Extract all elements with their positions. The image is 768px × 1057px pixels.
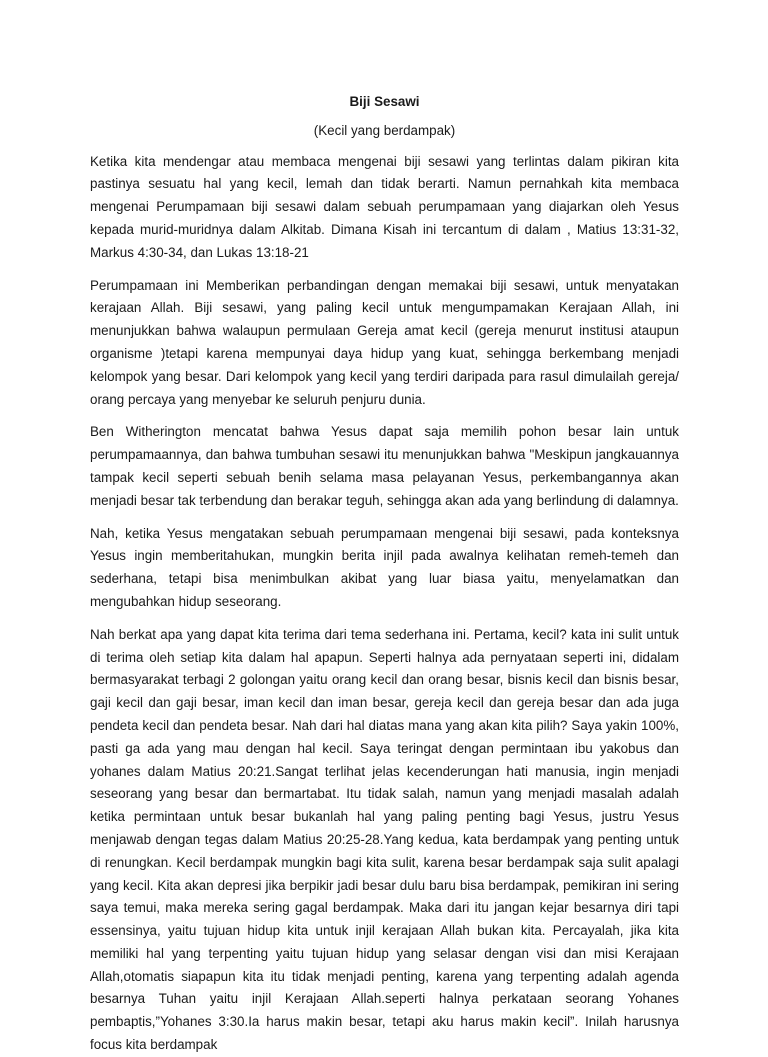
paragraph-comparison: Perumpamaan ini Memberikan perbandingan dengan memakai biji sesawi, untuk menyatakan kerajaan Allah. Biji sesawi, yang paling kecil untuk mengumpamakan Kerajaan Allah, ini menunjukkan bahwa walaupun permulaan Gereja amat kecil (gereja menurut institusi ataupun organisme )tetapi karena mempunyai daya hidup yang kuat, sehingga berkembang menjadi kelompok yang besar. Dari kelompok yang kecil yang terdiri daripada para rasul dimulailah gereja/ orang percaya yang menyebar ke seluruh penjuru dunia. [90, 277, 679, 407]
document-body [90, 91, 679, 1057]
paragraph-intro: Ketika kita mendengar atau membaca mengenai biji sesawi yang terlintas dalam pikiran kita pastinya sesuatu hal yang kecil, lemah dan tidak berarti. Namun pernahkah kita membaca mengenai Perumpamaan biji sesawi dalam sebuah perumpamaan yang diajarkan oleh Yesus kepada murid-muridnya dalam Alkitab. Dimana Kisah ini tercantum di dalam , Matius 13:31-32, Markus 4:30-34, dan Lukas 13:18-21 [90, 153, 679, 260]
document-subtitle: (Kecil yang berdampak) [313, 122, 456, 138]
paragraph-witherington: Ben Witherington mencatat bahwa Yesus dapat saja memilih pohon besar lain untuk perumpamaannya, dan bahwa tumbuhan sesawi itu menunjukkan bahwa "Meskipun jangkauannya tampak kecil seperti sebuah benih selama masa pelayanan Yesus, perkembangannya akan menjadi besar tak terbendung dan berakar teguh, sehingga akan ada yang berlindung di dalamnya. [90, 424, 679, 508]
paragraph-reflection: Nah berkat apa yang dapat kita terima dari tema sederhana ini. Pertama, kecil? kata ini sulit untuk di terima oleh setiap kita dalam hal apapun. Seperti halnya ada pernyataan seperti ini, didalam bermasyarakat terbagi 2 golongan yaitu orang kecil dan orang besar, bisnis kecil dan bisnis besar, gaji kecil dan gaji besar, iman kecil dan iman besar, gereja kecil dan gereja besar dan ada juga pendeta kecil dan pendeta besar. Nah dari hal diatas mana yang akan kita pilih? Saya yakin 100%, pasti ga ada yang mau dengan hal kecil. Saya teringat dengan permintaan ibu yakobus dan yohanes dalam Matius 20:21.Sangat terlihat jelas kecenderungan hati manusia, ingin menjadi seseorang yang besar dan bermartabat. Itu tidak salah, namun yang menjadi masalah adalah ketika permintaan untuk besar bukanlah hal yang paling penting bagi Yesus, justru Yesus menjawab dengan tegas dalam Matius 20:25-28.Yang kedua, kata berdampak yang penting untuk di renungkan. Kecil berdampak mungkin bagi kita sulit, karena besar berdampak saja sulit apalagi yang kecil. Kita akan depresi jika berpikir jadi besar dulu baru bisa berdampak, pemikiran ini sering saya temui, maka mereka sering gagal berdampak. Maka dari itu jangan kejar besarnya diri tapi essensinya, yaitu tujuan hidup kita untuk injil kerajaan Allah bukan kita. Percayalah, jika kita memiliki hal yang terpenting yaitu tujuan hidup yang selasar dengan visi dan misi Kerajaan Allah,otomatis siapapun kita itu tidak menjadi penting, karena yang terpenting adalah agenda besarnya Tuhan yaitu injil Kerajaan Allah.seperti halnya perkataan seorang Yohanes pembaptis,”Yohanes 3:30.Ia harus makin besar, tetapi aku harus makin kecil”. Inilah harusnya focus kita berdampak [90, 626, 679, 1053]
document-title: Biji Sesawi [349, 94, 420, 109]
paragraph-context: Nah, ketika Yesus mengatakan sebuah perumpamaan mengenai biji sesawi, pada konteksnya Yesus ingin memberitahukan, mungkin berita injil pada awalnya kelihatan remeh-temeh dan sederhana, tetapi bisa menimbulkan akibat yang luar biasa yaitu, menyelamatkan dan mengubahkan hidup seseorang. [90, 525, 679, 609]
